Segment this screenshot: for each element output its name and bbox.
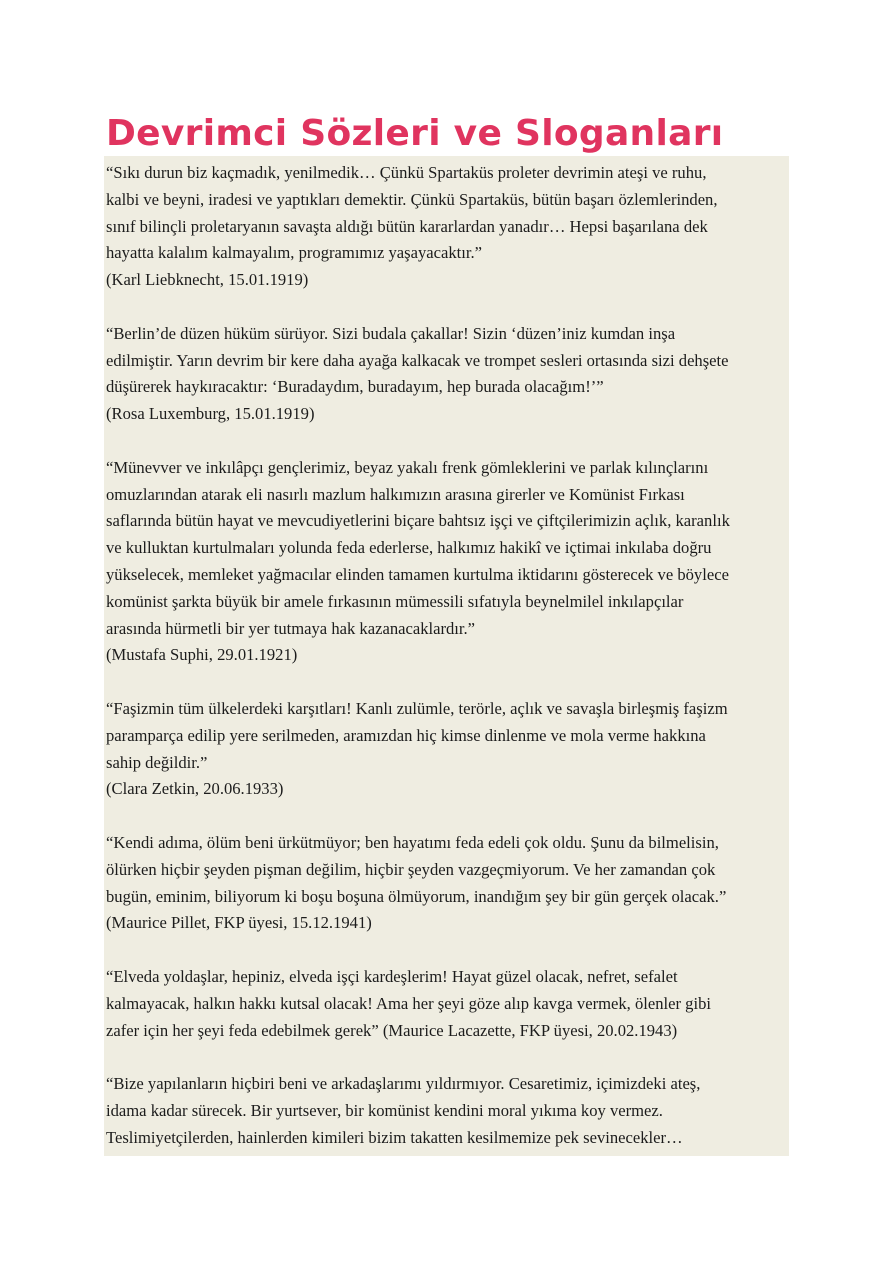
quote-line: “Bize yapılanların hiçbiri beni ve arkadaşlarımı yıldırmıyor. Cesaretimiz, içimizdeki ateş,	[106, 1074, 701, 1094]
quote-line: paramparça edilip yere serilmeden, aramızdan hiç kimse dinlenme ve mola verme hakkına	[106, 725, 706, 745]
quote-rosa-luxemburg	[106, 321, 789, 428]
quote-source: (Maurice Pillet, FKP üyesi, 15.12.1941)	[106, 913, 372, 933]
quote-text	[106, 455, 789, 643]
quote-line: hayatta kalalım kalmayalım, programımız yaşayacaktır.”	[106, 243, 482, 263]
page-title: Devrimci Sözleri ve Sloganları	[106, 113, 724, 154]
quote-line: “Faşizmin tüm ülkelerdeki karşıtları! Kanlı zulümle, terörle, açlık ve savaşla birleşmiş faşizm	[106, 698, 728, 718]
quote-source: (Clara Zetkin, 20.06.1933)	[106, 779, 284, 799]
quote-unattributed	[106, 1071, 789, 1151]
quote-line: Teslimiyetçilerden, hainlerden kimileri bizim takatten kesilmemize pek sevinecekler…	[106, 1127, 683, 1147]
quote-source: (Karl Liebknecht, 15.01.1919)	[106, 270, 309, 290]
quote-clara-zetkin	[106, 696, 789, 803]
quote-text	[106, 160, 789, 267]
quote-line: omuzlarından atarak eli nasırlı mazlum halkımızın arasına girerler ve Komünist Fırkası	[106, 484, 685, 504]
quote-line: kalbi ve beyni, iradesi ve yaptıkları demektir. Çünkü Spartaküs, bütün başarı özlemlerinden,	[106, 189, 718, 209]
quote-line: “Münevver ve inkılâpçı gençlerimiz, beyaz yakalı frenk gömleklerini ve parlak kılınçlarını	[106, 457, 709, 477]
quote-line: düşürerek haykıracaktır: ‘Buradaydım, buradayım, hep burada olacağım!’”	[106, 377, 604, 397]
quote-mustafa-suphi	[106, 455, 789, 669]
quote-maurice-pillet	[106, 830, 789, 937]
quote-text	[106, 1071, 789, 1151]
quote-text	[106, 964, 789, 1044]
quote-line: komünist şarkta büyük bir amele fırkasının mümessili sıfatıyla beynelmilel inkılapçılar	[106, 591, 684, 611]
quote-line: bugün, eminim, biliyorum ki boşu boşuna ölmüyorum, inandığım şey bir gün gerçek olacak.”	[106, 886, 727, 906]
quote-line: “Berlin’de düzen hüküm sürüyor. Sizi budala çakallar! Sizin ‘düzen’iniz kumdan inşa	[106, 323, 676, 343]
quote-maurice-lacazette	[106, 964, 789, 1044]
quote-line: saflarında bütün hayat ve mevcudiyetlerini biçare bahtsız işçi ve çiftçilerimizin açlık, karanlık	[106, 511, 730, 531]
quote-source: (Rosa Luxemburg, 15.01.1919)	[106, 404, 315, 424]
quote-text	[106, 830, 789, 910]
quote-line: arasında hürmetli bir yer tutmaya hak kazanacaklardır.”	[106, 618, 476, 638]
quote-line: sahip değildir.”	[106, 752, 208, 772]
quote-line: “Elveda yoldaşlar, hepiniz, elveda işçi kardeşlerim! Hayat güzel olacak, nefret, sefalet	[106, 966, 678, 986]
quote-line: sınıf bilinçli proletaryanın savaşta aldığı bütün kararlardan yanadır… Hepsi başarılana dek	[106, 216, 708, 236]
quote-source: (Mustafa Suphi, 29.01.1921)	[106, 645, 298, 665]
quotes-content	[104, 156, 789, 1156]
quote-line: idama kadar sürecek. Bir yurtsever, bir komünist kendini moral yıkıma koy vermez.	[106, 1100, 663, 1120]
quote-text	[106, 321, 789, 401]
quote-line: edilmiştir. Yarın devrim bir kere daha ayağa kalkacak ve trompet sesleri ortasında sizi dehşete	[106, 350, 729, 370]
quote-line: zafer için her şeyi feda edebilmek gerek” (Maurice Lacazette, FKP üyesi, 20.02.1943)	[106, 1020, 678, 1040]
quote-line: “Kendi adıma, ölüm beni ürkütmüyor; ben hayatımı feda edeli çok oldu. Şunu da bilmelisin,	[106, 832, 719, 852]
quote-line: ve kulluktan kurtulmaları yolunda feda ederlerse, halkımız hakikî ve içtimai inkılaba doğru	[106, 538, 712, 558]
quote-line: “Sıkı durun biz kaçmadık, yenilmedik… Çünkü Spartaküs proleter devrimin ateşi ve ruhu,	[106, 163, 707, 182]
quote-line: kalmayacak, halkın hakkı kutsal olacak! Ama her şeyi göze alıp kavga vermek, ölenler gibi	[106, 993, 711, 1013]
quote-karl-liebknecht	[106, 160, 789, 294]
quote-line: ölürken hiçbir şeyden pişman değilim, hiçbir şeyden vazgeçmiyorum. Ve her zamandan çok	[106, 859, 716, 879]
quote-line: yükselecek, memleket yağmacılar elinden tamamen kurtulma iktidarını gösterecek ve böylece	[106, 564, 729, 584]
quote-text	[106, 696, 789, 776]
